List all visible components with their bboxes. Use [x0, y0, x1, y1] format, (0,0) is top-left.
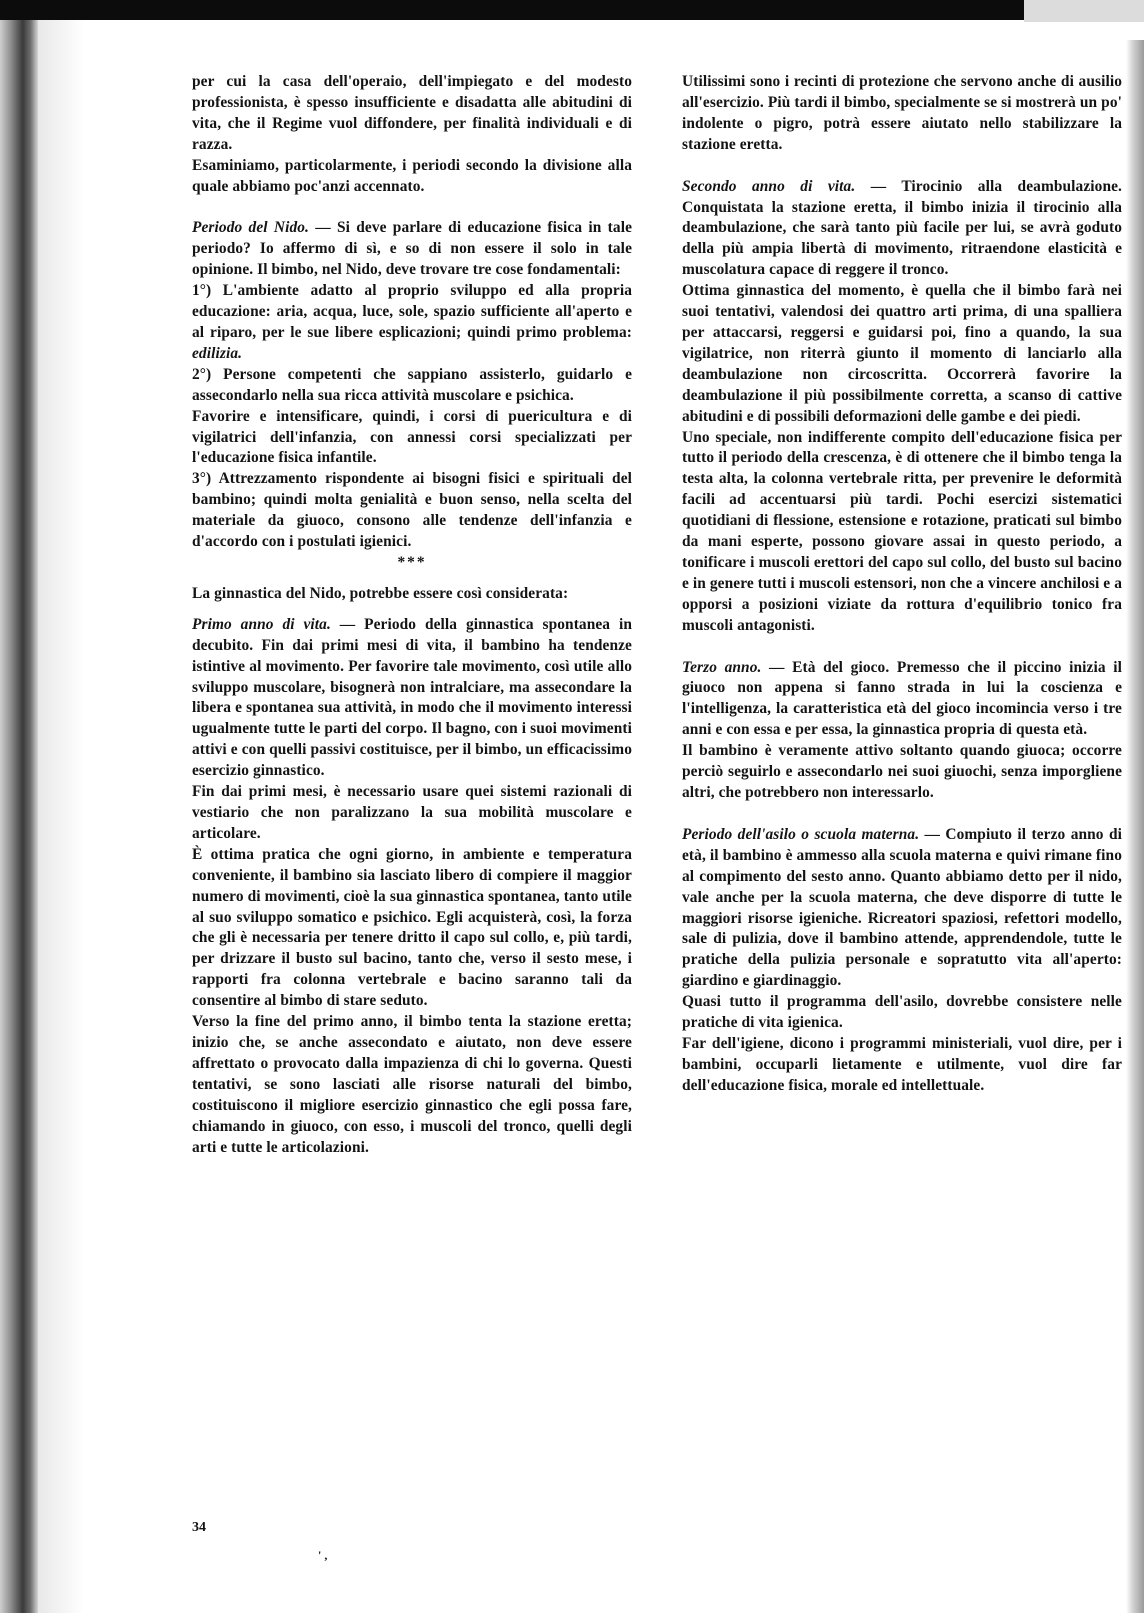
paragraph-casa: per cui la casa dell'operaio, dell'impiegato e del modesto professionista, è spesso insufficiente e disadatta alle abitudini di vita, che il Regime vuol diffondere, per finalità individuali e di razza. [192, 73, 632, 153]
paragraph-igiene: Far dell'igiene, dicono i programmi ministeriali, vuol dire, per i bambini, occuparli lietamente e utilmente, vuol dire far dell'educazione fisica, morale ed intellettuale. [682, 1034, 1122, 1094]
paragraph-secondo-anno: Secondo anno di vita. — Tirocinio alla deambulazione. Conquistata la stazione eretta, il bimbo inizia il tirocinio alla deambulazione, che sarà tanto più facile per lui, se avrà goduto della più ampia libertà di movimento, ritraendone elasticità e muscolatura capace di reggere il tronco. [682, 177, 1122, 279]
section-heading-secondo-anno: Secondo anno di vita. [682, 177, 856, 195]
section-heading-primo-anno: Primo anno di vita. [192, 615, 331, 633]
paragraph-ottima-pratica: È ottima pratica che ogni giorno, in ambiente e temperatura conveniente, il bambino sia lasciato libero di compiere il maggior numero di movimenti, cioè la sua ginnastica spontanea, tanto utile al suo sviluppo somatico e psichico. Egli acquisterà, così, la forza che gli è necessaria per tenere dritto il capo sul collo, e, più tardi, per drizzare il busto sul bacino, tanto che, verso il sesto mese, i rapporti fra colonna vertebrale e bacino saranno tali da consentire al bimbo di stare seduto. [192, 845, 632, 1010]
section-divider-stars: *** [397, 553, 427, 571]
section-heading-terzo-anno: Terzo anno. [682, 658, 762, 676]
list-item-3: 3°) Attrezzamento rispondente ai bisogni fisici e spirituali del bambino; quindi molta genialità e buon senso, nella scelta del materiale da giuoco, consono alle tendenze dell'infanzia e d'accordo con i postulati igienici. [192, 470, 632, 551]
paragraph-programma: Quasi tutto il programma dell'asilo, dovrebbe consistere nelle pratiche di vita igienica. [682, 993, 1122, 1032]
paragraph-esaminiamo: Esaminiamo, particolarmente, i periodi secondo la divisione alla quale abbiamo poc'anzi accennato. [192, 156, 632, 195]
section-heading-nido: Periodo del Nido. [192, 219, 309, 237]
paragraph-recinti: Utilissimi sono i recinti di protezione che servono anche di ausilio all'esercizio. Più tardi il bimbo, specialmente se si mostrerà un po' indolente o pigro, potrà essere aiutato nello stabilizzare la stazione eretta. [682, 73, 1122, 153]
page-number: 34 [192, 1520, 206, 1535]
scan-top-border [0, 0, 1144, 20]
paragraph-primo-anno: Primo anno di vita. — Periodo della ginnastica spontanea in decubito. Fin dai primi mesi di vita, il bambino ha tendenze istintive al movimento. Per favorire tale movimento, così utile allo sviluppo muscolare, bisognerà non intralciare, ma assecondare la libera e spontanea sua attività, in modo che il movimento interessi ugualmente tutte le parti del corpo. Il bagno, con i suoi movimenti attivi e con quelli passivi costituisce, per il bimbo, un efficacissimo esercizio ginnastico. [192, 615, 632, 780]
paragraph-bambino-attivo: Il bambino è veramente attivo soltanto quando giuoca; occorre perciò seguirlo e assecondarlo nei suoi giuochi, senza imporgliene altri, che potrebbero non interessarlo. [682, 742, 1122, 801]
page-gutter [38, 20, 84, 1613]
section-heading-asilo: Periodo dell'asilo o scuola materna. [682, 825, 920, 843]
page-edge-shadow [1126, 40, 1144, 1613]
paragraph-terzo-anno: Terzo anno. — Età del gioco. Premesso che il piccino inizia il giuoco non appena si fanno strada in lui la coscienza e l'intelligenza, la caratteristica età del gioco incomincia verso i tre anni e con essa e per essa, la ginnastica propria di questa età. [682, 658, 1122, 739]
right-column [682, 72, 1122, 1097]
stray-marks: ' , [318, 1548, 328, 1562]
paragraph-ottima-ginnastica: Ottima ginnastica del momento, è quella che il bimbo farà nei suoi tentativi, valendosi dei quattro arti prima, di una spalliera per attaccarsi, reggersi e guidarsi poi, fino a quando, la sua vigilatrice, non riterrà giunto il momento di lanciarlo alla deambulazione non circoscritta. Occorrerà favorire la deambulazione il più possibilmente corretta, a scanso di cattive abitudini e di possibili deformazioni delle gambe e dei piedi. [682, 282, 1122, 425]
paragraph-nido: Periodo del Nido. — Si deve parlare di educazione fisica in tale periodo? Io affermo di sì, e so di non essere il solo in tale opinione. Il bimbo, nel Nido, deve trovare tre cose fondamentali: [192, 219, 632, 279]
paragraph-verso-fine: Verso la fine del primo anno, il bimbo tenta la stazione eretta; inizio che, se anche assecondato e aiutato, non deve essere affrettato o provocato dalla impazienza di chi lo governa. Questi tentativi, se sono lasciati alle risorse naturali del bimbo, costituiscono il migliore esercizio ginnastico che egli possa fare, chiamando in giuoco, con esso, i muscoli del tronco, quelli degli arti e tutte le articolazioni. [192, 1013, 632, 1156]
book-binding-shadow [0, 20, 38, 1613]
scan-top-notch [1024, 0, 1144, 22]
paragraph-asilo: Periodo dell'asilo o scuola materna. — Compiuto il terzo anno di età, il bambino è ammesso alla scuola materna e quivi rimane fino al compimento del sesto anno. Quanto abbiamo detto per il nido, vale anche per la scuola materna, che deve disporre di tutte le maggiori risorse igieniche. Ricreatori spaziosi, refettori modello, sale di pulizia, dove il bambino attende, apprendendole, tutte le pratiche della pulizia personale e sopratutto vita all'aperto: giardino e giardinaggio. [682, 825, 1123, 990]
paragraph-ginnastica-nido: La ginnastica del Nido, potrebbe essere così considerata: [192, 584, 569, 602]
paragraph-vestiario: Fin dai primi mesi, è necessario usare quei sistemi razionali di vestiario che non paralizzano la sua mobilità muscolare e articolare. [192, 783, 632, 842]
list-item-1: 1°) L'ambiente adatto al proprio sviluppo ed alla propria educazione: aria, acqua, luce, sole, spazio sufficiente all'aperto e al riparo, per le sue libere esplicazioni; quindi primo problema: edilizia. [192, 282, 632, 362]
paragraph-speciale: Uno speciale, non indifferente compito dell'educazione fisica per tutto il periodo della crescenza, è di ottenere che il bimbo tenga la testa alta, la colonna vertebrale ritta, per prevenire le deformità facili ad accentuarsi più tardi. Pochi esercizi sistematici quotidiani di flessione, estensione e rotazione, praticati sul bimbo da mani esperte, possono giovare assai in questo periodo, a tonificare i muscoli erettori del capo sul collo, del busto sul bacino e in genere tutti i muscoli estensori, non che a vincere anchilosi e a opporsi a posizioni viziate da rottura d'equilibrio tonico fra muscoli antagonisti. [682, 428, 1122, 634]
left-column [192, 72, 632, 1158]
paragraph-favorire: Favorire e intensificare, quindi, i corsi di puericultura e di vigilatrici dell'infanzia, con annessi corsi specializzati per l'educazione fisica infantile. [192, 407, 632, 467]
list-item-2: 2°) Persone competenti che sappiano assisterlo, guidarlo e assecondarlo nella sua ricca attività muscolare e psichica. [192, 365, 632, 404]
